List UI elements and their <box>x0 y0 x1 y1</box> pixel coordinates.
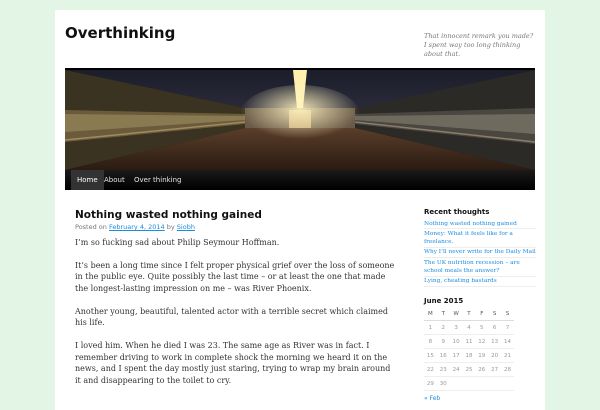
calendar-day: 11 <box>463 335 476 349</box>
calendar-day: 10 <box>450 335 463 349</box>
recent-post-link[interactable]: Why I’ll never write for the Daily Mail <box>424 248 536 258</box>
weekday-header: F <box>475 308 488 321</box>
calendar-day: 26 <box>475 363 488 377</box>
calendar-day: 16 <box>437 349 450 363</box>
calendar-day: 27 <box>488 363 501 377</box>
entry-date-link[interactable]: February 4, 2014 <box>108 223 165 231</box>
calendar-day: 25 <box>463 363 476 377</box>
weekday-header: T <box>437 308 450 321</box>
recent-post-link[interactable]: Nothing wasted nothing gained <box>424 219 536 229</box>
calendar-day: 18 <box>463 349 476 363</box>
meta-by: by <box>166 223 175 231</box>
main-navigation <box>65 170 535 190</box>
header-image[interactable] <box>65 70 535 170</box>
calendar-day: 3 <box>450 321 463 335</box>
calendar-day <box>463 377 476 391</box>
calendar-day: 20 <box>488 349 501 363</box>
calendar-day <box>450 377 463 391</box>
site-title[interactable]: Overthinking <box>65 24 176 42</box>
weekday-header: S <box>501 308 514 321</box>
calendar-week <box>424 321 514 335</box>
calendar-table <box>424 308 514 391</box>
entry-content <box>75 237 395 387</box>
recent-post-link[interactable]: Money: What it feels like for a freelance. <box>424 229 536 248</box>
weekday-header: T <box>463 308 476 321</box>
calendar-day: 29 <box>424 377 437 391</box>
calendar-day: 1 <box>424 321 437 335</box>
paragraph: It’s been a long time since I felt proper physical grief over the loss of someone in the public eye. Quite possibly the last time – or at least the one that made the longest-lasting impression on me – was River Phoenix. <box>75 260 395 293</box>
main-content <box>75 208 395 398</box>
calendar-day: 9 <box>437 335 450 349</box>
nav-item-over-thinking[interactable]: Over thinking <box>134 176 182 184</box>
calendar-day: 21 <box>501 349 514 363</box>
calendar-day: 12 <box>475 335 488 349</box>
author-link[interactable]: Siobh <box>176 223 195 231</box>
recent-post-link[interactable]: The UK nutrition recession – are school meals the answer? <box>424 258 536 277</box>
calendar-day: 22 <box>424 363 437 377</box>
calendar-week <box>424 349 514 363</box>
calendar-week <box>424 363 514 377</box>
calendar-week <box>424 335 514 349</box>
calendar-day: 14 <box>501 335 514 349</box>
entry-title[interactable]: Nothing wasted nothing gained <box>75 209 262 221</box>
weekday-header: M <box>424 308 437 321</box>
weekday-header: W <box>450 308 463 321</box>
calendar-day: 5 <box>475 321 488 335</box>
calendar-day: 15 <box>424 349 437 363</box>
calendar-day: 24 <box>450 363 463 377</box>
calendar-day <box>488 377 501 391</box>
calendar-week <box>424 377 514 391</box>
calendar-day: 17 <box>450 349 463 363</box>
meta-prefix: Posted on <box>75 223 107 231</box>
paragraph: I’m so fucking sad about Philip Seymour Hoffman. <box>75 238 280 247</box>
calendar-widget <box>424 297 536 402</box>
weekday-header: S <box>488 308 501 321</box>
calendar-day: 13 <box>488 335 501 349</box>
calendar-day: 8 <box>424 335 437 349</box>
page <box>55 10 545 410</box>
nav-item-about[interactable]: About <box>104 176 125 184</box>
nav-item-home[interactable]: Home <box>71 170 104 190</box>
calendar-day: 4 <box>463 321 476 335</box>
calendar-day: 28 <box>501 363 514 377</box>
paragraph: I loved him. When he died I was 23. The same age as River was in fact. I remember driving to work in complete shock the morning we heard it on the news, and I spent the day mostly just staring, trying to wrap my brain around it and disappearing to the toilet to cry. <box>75 341 391 385</box>
paragraph: Another young, beautiful, talented actor with a terrible secret which claimed his life. <box>75 306 388 328</box>
calendar-day: 23 <box>437 363 450 377</box>
calendar-day: 2 <box>437 321 450 335</box>
calendar-day: 7 <box>501 321 514 335</box>
calendar-day: 30 <box>437 377 450 391</box>
entry-meta <box>75 223 395 232</box>
calendar-caption: June 2015 <box>424 297 464 306</box>
calendar-prev-link[interactable]: « Feb <box>424 395 441 403</box>
recent-thoughts-title: Recent thoughts <box>424 208 490 216</box>
recent-thoughts-list <box>424 219 536 287</box>
recent-post-link[interactable]: Lying, cheating bastards <box>424 277 536 287</box>
site-description: That innocent remark you made? I spent way too long thinking about that. <box>424 32 534 58</box>
calendar-day: 19 <box>475 349 488 363</box>
calendar-day <box>475 377 488 391</box>
calendar-day: 6 <box>488 321 501 335</box>
calendar-day <box>501 377 514 391</box>
sidebar <box>424 208 536 402</box>
